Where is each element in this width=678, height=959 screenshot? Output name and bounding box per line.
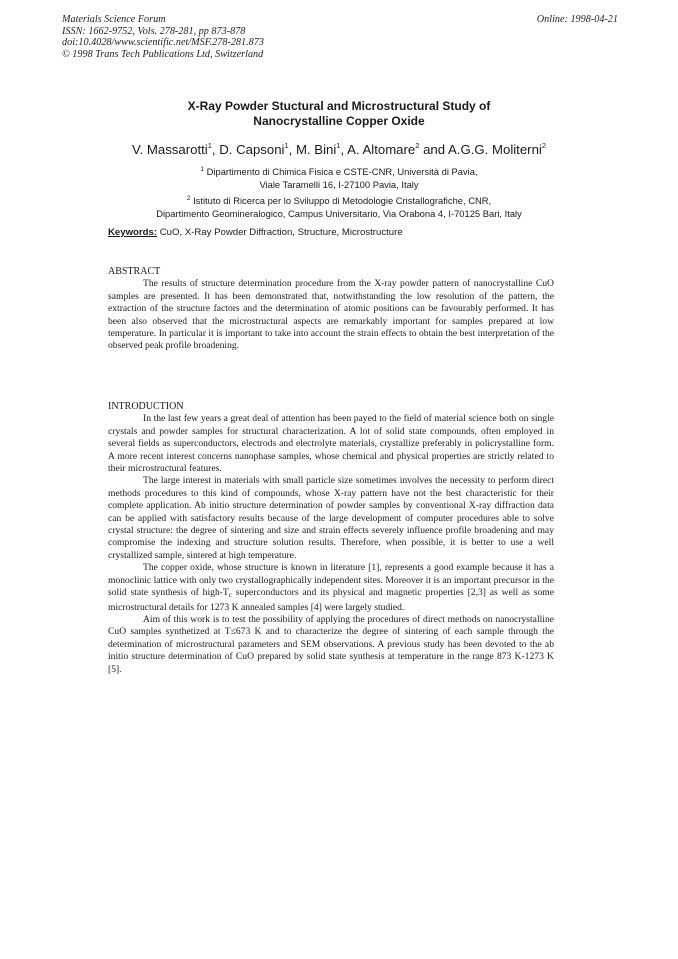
- tc-subscript: c: [228, 591, 232, 600]
- affiliation-line: Viale Taramelli 16, I-27100 Pavia, Italy: [259, 178, 419, 190]
- journal-metadata: [62, 14, 264, 60]
- author-name: A. Altomare: [347, 142, 416, 157]
- abstract-text: The results of structure determination procedure from the X-ray powder pattern of nanocrystalline CuO samples are presented. It has been demonstrated that, notwithstanding the low resolution of the pattern, the extraction of the structure factors and the determination of atomic positions can be favourably performed. It has been also observed that the microstructural aspects are remarkably important for samples prepared at low temperature. In particular it is important to take into account the strain effects to obtain the best interpretation of the observed peak profile broadening.: [108, 278, 554, 352]
- intro-paragraph-3-part-a: The copper oxide, whose structure is known in literature [1], represents a good example because it has a monoclinic lattice with only two crystallographically independent sites. Moreover it is an important precursor in the solid state synthesis of high-T: [108, 562, 554, 599]
- introduction-section: [108, 401, 554, 676]
- affiliation-1: [0, 164, 678, 191]
- author-separator: ,: [340, 142, 348, 157]
- author-separator: ,: [288, 142, 296, 157]
- intro-paragraph-3-part-b: superconductors and its physical and magnetic properties [2,3] as well as some microstructural details for 1273 K annealed samples [4] were largely studied.: [108, 587, 554, 613]
- keywords: [108, 227, 403, 238]
- affiliation-line: Istituto di Ricerca per lo Sviluppo di Metodologie Cristallografiche, CNR,: [193, 195, 492, 206]
- author-name: A.G.G. Moliterni: [448, 142, 542, 157]
- author-name: M. Bini: [295, 142, 337, 157]
- author-affiliation-mark: 2: [415, 141, 420, 150]
- affiliation-line: Dipartimento Geomineralogico, Campus Universitario, Via Orabona 4, I-70125 Bari, Italy: [156, 207, 522, 219]
- abstract-heading: ABSTRACT: [108, 266, 161, 277]
- intro-paragraph-3: [108, 562, 554, 614]
- author-affiliation-mark: 1: [207, 141, 212, 150]
- intro-paragraph-1: In the last few years a great deal of attention has been payed to the field of material science both on single crystals and powder samples for structural characterization. A lot of solid state compounds, often employed in several fields as superconductors, electrods and electrolyte materials, crystallize preferably in policrystalline form. A more recent interest concerns nanophase samples, whose chemical and physical properties are strictly related to their microstructural features.: [108, 413, 554, 475]
- author-affiliation-mark: 1: [336, 141, 341, 150]
- title-line-2: Nanocrystalline Copper Oxide: [253, 114, 425, 128]
- journal-name: Materials Science Forum: [62, 14, 166, 25]
- author-name: V. Massarotti: [131, 142, 208, 157]
- intro-paragraph-4: Aim of this work is to test the possibility of applying the procedures of direct methods on nanocrystalline CuO samples synthetized at T≤673 K and to characterize the degree of sintering of each sample through the determination of microstructural parameters and SEM observations. A previous study has been devoted to the ab initio structure determination of CuO prepared by solid state synthesis at temperature in the range 873 K-1273 K [5].: [108, 613, 554, 675]
- keywords-text: CuO, X-Ray Powder Diffraction, Structure, Microstructure: [159, 227, 403, 238]
- author-affiliation-mark: 2: [541, 141, 547, 150]
- title-line-1: X-Ray Powder Stuctural and Microstructural Study of: [187, 99, 491, 113]
- affiliation-mark: 1: [200, 166, 205, 173]
- introduction-heading: INTRODUCTION: [108, 401, 184, 412]
- copyright-line: © 1998 Trans Tech Publications Ltd, Switzerland: [62, 48, 264, 60]
- issn-line: ISSN: 1662-9752, Vols. 278-281, pp 873-878: [62, 25, 246, 37]
- keywords-label: Keywords:: [108, 227, 158, 238]
- doi-link[interactable]: doi:10.4028/www.scientific.net/MSF.278-281.873: [62, 37, 264, 49]
- author-affiliation-mark: 1: [284, 141, 289, 150]
- author-name: D. Capsoni: [219, 142, 285, 157]
- affiliation-2: [0, 193, 678, 220]
- affiliation-line: Dipartimento di Chimica Fisica e CSTE-CNR, Università di Pavia,: [206, 166, 478, 177]
- intro-paragraph-2: The large interest in materials with small particle size sometimes involves the necessity to perform direct methods procedures to this kind of compounds, whose X-ray pattern have not the best characteristic for their complete application. Ab initio structure determination of powder samples by conventional X-ray diffraction data can be applied with satisfactory results because of the large development of computer procedures able to solve crystal structure: the degree of sintering and size and strain effects severely influence profile broadening and may compromise the indexing and structure solution results. Therefore, when possible, it is better to use a well crystallized sample, sintered at high temperature.: [108, 475, 554, 561]
- author-separator: ,: [211, 142, 220, 157]
- abstract-section: [108, 266, 554, 353]
- paper-title: [0, 99, 678, 129]
- author-separator: and: [419, 142, 449, 157]
- online-date: Online: 1998-04-21: [536, 14, 618, 25]
- author-list: [0, 141, 678, 157]
- affiliation-mark: 2: [186, 195, 191, 202]
